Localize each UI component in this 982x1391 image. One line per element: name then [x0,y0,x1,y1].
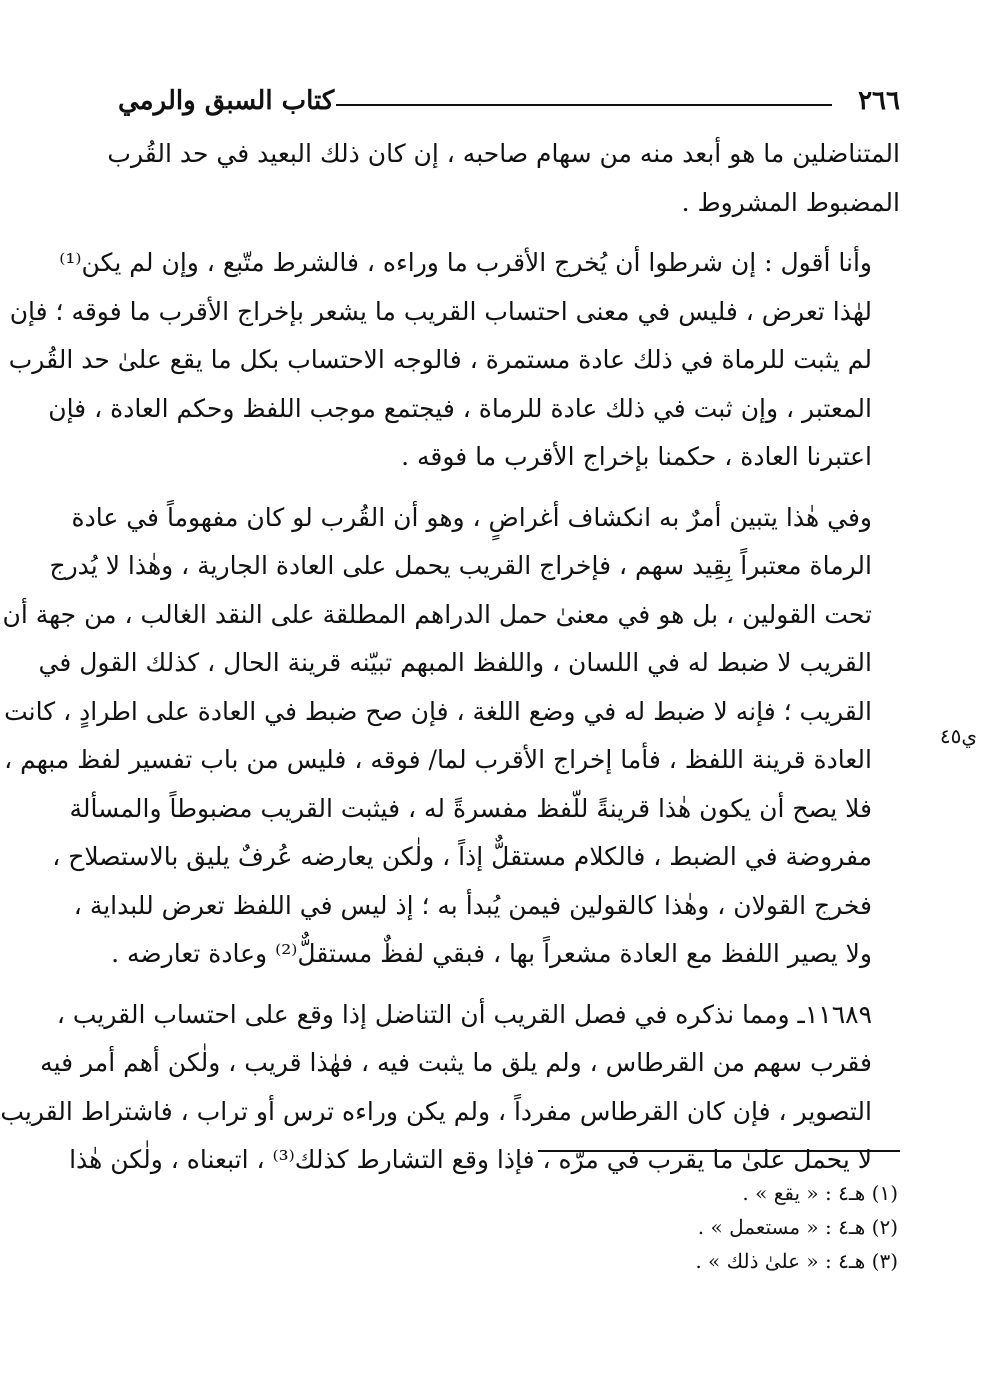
footnote: (٢) هـ٤ : « مستعمل » . [697,1215,898,1239]
text-line: المعتبر ، وإن ثبت في ذلك عادة للرماة ، فيجتمع موجب اللفظ وحكم العادة ، فإن [48,393,872,423]
text-line: اعتبرنا العادة ، حكمنا بإخراج الأقرب ما فوقه . [401,442,872,471]
text-line: وأنا أقول : إن شرطوا أن يُخرج الأقرب ما وراءه ، فالشرط متّبع ، وإن لم يكن⁽¹⁾ [59,248,872,277]
page-number: ٢٦٦ [858,86,900,116]
running-header [118,86,900,126]
text-line: التصوير ، فإن كان القرطاس مفرداً ، ولم يكن وراءه ترس أو تراب ، فاشتراط القريب [0,1096,872,1126]
body-text [0,130,900,1185]
paragraph [8,239,900,482]
margin-note: ي٤٥ [939,724,977,748]
text-line: تحت القولين ، بل هو في معنىٰ حمل الدراهم المطلقة على النقد الغالب ، من جهة أن [2,599,872,629]
footnote: (٣) هـ٤ : « علىٰ ذلك » . [695,1249,898,1273]
footnotes [398,1176,898,1278]
text-line: وفي هٰذا يتبين أمرٌ به انكشاف أغراضٍ ، وهو أن القُرب لو كان مفهوماً في عادة [71,502,872,532]
text-line: المتناضلين ما هو أبعد منه من سهام صاحبه ، إن كان ذلك البعيد في حد القُرب [107,139,900,168]
text-line: الرماة معتبراً بِقِيد سهم ، فإخراج القريب يحمل على العادة الجارية ، وهٰذا لا يُدرج [49,551,872,580]
text-line: فخرج القولان ، وهٰذا كالقولين فيمن يُبدأ به ؛ إذ ليس في اللفظ تعرض للبداية ، [73,890,872,920]
paragraph [0,991,900,1185]
footnote-rule [538,1150,900,1152]
paragraph [107,130,900,227]
text-line: ١١٦٨٩ـ ومما نذكره في فصل القريب أن التناضل إذا وقع على احتساب القريب ، [56,999,872,1029]
text-line: لا يحمل علىٰ ما يقرب في مرّه ، فإذا وقع التشارط كذلك⁽³⁾ ، اتبعناه ، ولٰكن هٰذا [69,1145,872,1174]
text-line: فقرب سهم من القرطاس ، ولم يلق ما يثبت فيه ، فهٰذا قريب ، ولٰكن أهم أمر فيه [40,1048,872,1077]
text-line: القريب لا ضبط له في اللسان ، واللفظ المبهم تبيّنه قرينة الحال ، كذلك القول في [38,648,872,677]
text-line: لهٰذا تعرض ، فليس في معنى احتساب القريب ما يشعر بإخراج الأقرب ما فوقه ؛ فإن [9,296,872,326]
text-line: العادة قرينة اللفظ ، فأما إخراج الأقرب لما/ فوقه ، فليس من باب تفسير لفظ مبهم ، [4,745,872,774]
book-title: كتاب السبق والرمي [118,86,335,116]
header-rule [336,104,832,106]
footnote: (١) هـ٤ : « يقع » . [742,1181,898,1205]
text-line: القريب ؛ فإنه لا ضبط له في وضع اللغة ، فإن صح ضبط في العادة على اطرادٍ ، كانت [4,696,872,726]
text-line: لم يثبت للرماة في ذلك عادة مستمرة ، فالوجه الاحتساب بكل ما يقع علىٰ حد القُرب [8,345,872,374]
text-line: فلا يصح أن يكون هٰذا قرينةً للّفظ مفسرةً له ، فيثبت القريب مضبوطاً والمسألة [69,793,872,823]
paragraph [2,494,900,979]
text-line: مفروضة في الضبط ، فالكلام مستقلٌّ إذاً ، ولٰكن يعارضه عُرفٌ يليق بالاستصلاح ، [52,842,872,871]
text-line: المضبوط المشروط . [681,187,900,217]
text-line: ولا يصير اللفظ مع العادة مشعراً بها ، فبقي لفظٌ مستقلٌّ⁽²⁾ وعادة تعارضه . [111,939,872,968]
